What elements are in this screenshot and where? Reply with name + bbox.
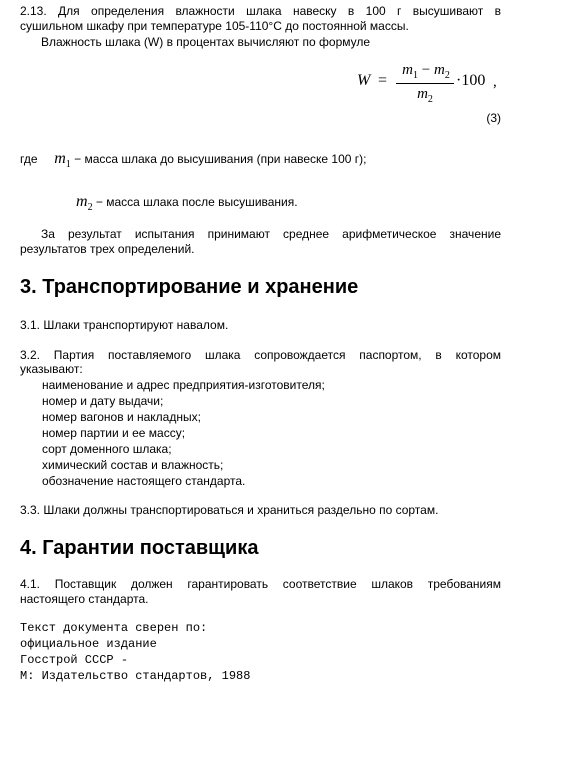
intro-line-2: сушильном шкафу при температуре 105-110°С до постоянной массы. [20, 19, 409, 33]
numerator-sub1: 1 [413, 70, 419, 81]
footer-line: Текст документа сверен по: [20, 621, 208, 635]
footer-line: официальное издание [20, 637, 157, 651]
formula-lhs: W [357, 72, 371, 89]
m1-var: m [54, 150, 66, 167]
list-item: наименование и адрес предприятия-изготовителя; [42, 378, 325, 392]
formula-number: (3) [486, 111, 501, 125]
list-item: химический состав и влажность; [42, 458, 224, 472]
intro-line-3: Влажность шлака (W) в процентах вычисляют по формуле [41, 35, 371, 49]
para-3-1: 3.1. Шлаки транспортируют навалом. [20, 318, 229, 332]
intro-line-1: 2.13. Для определения влажности шлака навеску в 100 г высушивают в [20, 4, 501, 18]
list-item: номер вагонов и накладных; [42, 410, 201, 424]
footer-line: М: Издательство стандартов, 1988 [20, 669, 251, 683]
result-line-2: результатов трех определений. [20, 242, 195, 256]
list-item: номер партии и ее массу; [42, 426, 186, 440]
para-3-2-line-1: 3.2. Партия поставляемого шлака сопровождается паспортом, в котором [20, 348, 501, 362]
numerator-m1: m [402, 62, 414, 78]
section-3-heading: 3. Транспортирование и хранение [20, 276, 359, 298]
numerator-minus: − [418, 62, 434, 78]
denominator-m: m [417, 86, 428, 102]
m1-sub: 1 [65, 159, 71, 170]
section-4-heading: 4. Гарантии поставщика [20, 537, 259, 559]
formula-comma: , [493, 74, 497, 90]
para-4-1-line-1: 4.1. Поставщик должен гарантировать соответствие шлаков требованиям [20, 577, 501, 591]
passport-items-list [42, 377, 325, 489]
result-line-1: За результат испытания принимают среднее арифметическое значение [41, 227, 501, 241]
footer-line: Госстрой СССР - [20, 653, 129, 667]
list-item: номер и дату выдачи; [42, 394, 164, 408]
para-3-2-line-2: указывают: [20, 362, 83, 376]
numerator-m2: m [433, 62, 445, 78]
fraction-bar [396, 83, 454, 84]
denominator-sub: 2 [427, 94, 433, 105]
m2-description: − масса шлака после высушивания. [95, 195, 298, 209]
m2-sub: 2 [87, 202, 93, 213]
list-item: обозначение настоящего стандарта. [42, 474, 246, 488]
where-m1 [20, 151, 420, 168]
formula-denominator [396, 86, 454, 103]
m1-description: − масса шлака до высушивания (при навеске 100 г); [74, 152, 367, 166]
m2-var: m [76, 193, 88, 210]
list-item: сорт доменного шлака; [42, 442, 172, 456]
formula-numerator [396, 62, 456, 79]
numerator-sub2: 2 [444, 70, 450, 81]
para-4-1-line-2: настоящего стандарта. [20, 592, 149, 606]
para-3-3: 3.3. Шлаки должны транспортироваться и храниться раздельно по сортам. [20, 503, 439, 517]
verification-note [20, 620, 250, 684]
formula-equals: = [378, 72, 388, 89]
where-m2 [76, 194, 476, 211]
where-lead: где [20, 152, 38, 166]
formula-multiplier: ·100 [456, 72, 486, 89]
